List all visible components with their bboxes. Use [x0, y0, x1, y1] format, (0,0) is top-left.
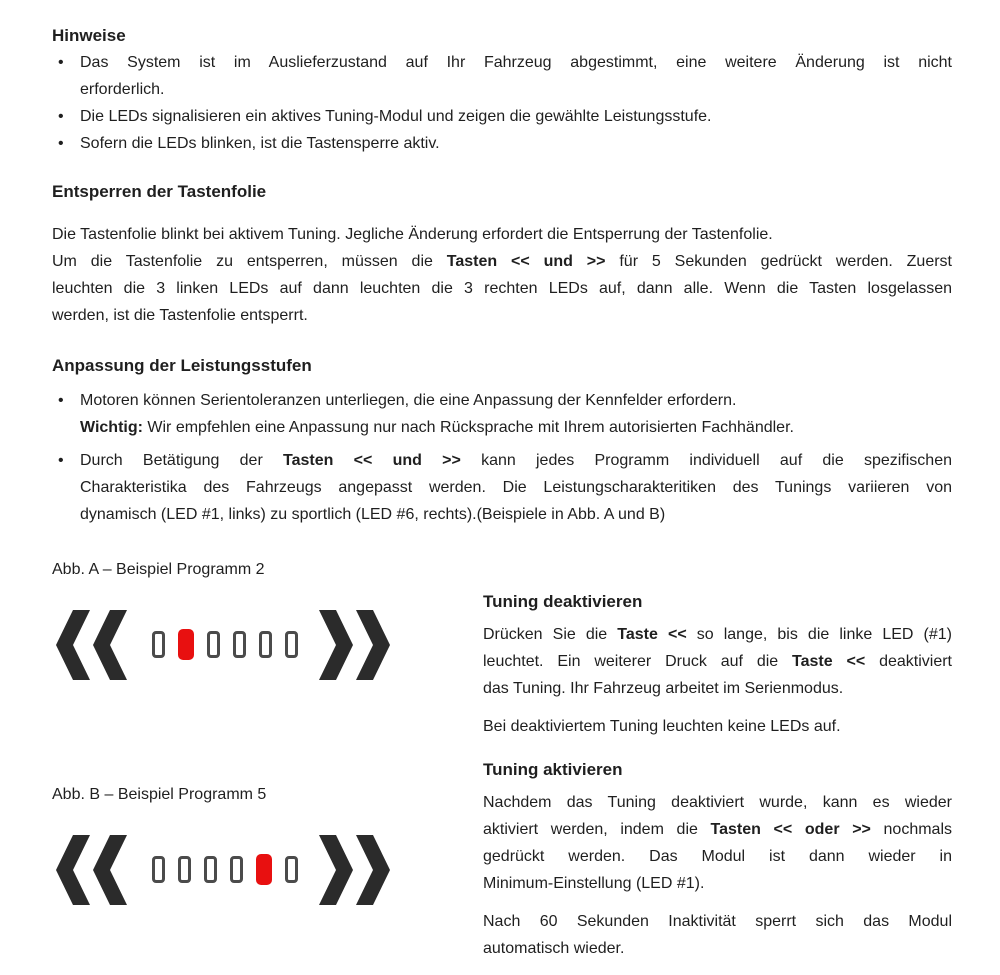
- bullet-text: [80, 447, 952, 528]
- text-line: Bei deaktiviertem Tuning leuchten keine LEDs auf.: [483, 718, 841, 735]
- led-indicator: [230, 856, 243, 883]
- figure-a-label: Abb. A – Beispiel Programm 2: [52, 561, 265, 578]
- section-title-tuning-aktivieren: Tuning aktivieren: [483, 760, 623, 779]
- paragraph: [483, 713, 952, 740]
- led-indicator: [233, 631, 246, 658]
- double-chevron-left-icon: [56, 610, 127, 680]
- text-line: aktiviert werden, indem die Tasten << oder >> nochmals: [483, 821, 953, 838]
- led-strip: [152, 629, 298, 660]
- bullet-text: [80, 49, 952, 103]
- text-line: Um die Tastenfolie zu entsperren, müssen die Tasten << und >> für 5 Sekunden gedrückt werden. Zuerst: [52, 253, 952, 270]
- text-line: Wichtig: Wir empfehlen eine Anpassung nur nach Rücksprache mit Ihrem autorisierten Fachhändler.: [80, 419, 794, 436]
- figures-area: [52, 556, 952, 962]
- text-line: das Tuning. Ihr Fahrzeug arbeitet im Serienmodus.: [483, 680, 844, 697]
- figure-b-led-display: [56, 832, 483, 907]
- bullet-icon: •: [58, 135, 64, 152]
- bullet-icon: •: [58, 108, 64, 125]
- list-item: [52, 49, 952, 103]
- bullet-text: [80, 103, 952, 130]
- led-strip: [152, 854, 298, 885]
- paragraph: [483, 789, 952, 897]
- text-line: Die Tastenfolie blinkt bei aktivem Tuning. Jegliche Änderung erfordert die Entsperrung der Tastenfolie.: [52, 226, 773, 243]
- text-line: Motoren können Serientoleranzen unterliegen, die eine Anpassung der Kennfelder erfordern.: [80, 392, 737, 409]
- bullet-text: [80, 130, 952, 157]
- list-item: [52, 130, 952, 157]
- text-line: Minimum-Einstellung (LED #1).: [483, 875, 705, 892]
- figure-b-label: Abb. B – Beispiel Programm 5: [52, 786, 267, 803]
- bullet-icon: •: [58, 452, 64, 469]
- led-indicator: [207, 631, 220, 658]
- paragraph: [483, 908, 952, 962]
- bullet-icon: •: [58, 54, 64, 71]
- hinweise-bullet-list: [52, 49, 952, 157]
- list-item: [52, 447, 952, 528]
- text-line: Charakteristika des Fahrzeugs angepasst werden. Die Leistungscharakteritiken des Tunings variieren von: [80, 479, 952, 496]
- tuning-column: [483, 588, 952, 962]
- section-hinweise: [52, 22, 952, 157]
- led-indicator: [152, 631, 165, 658]
- led-indicator-active: [178, 629, 194, 660]
- double-chevron-left-icon: [56, 835, 127, 905]
- led-indicator: [178, 856, 191, 883]
- bullet-icon: •: [58, 392, 64, 409]
- section-title-tuning-deaktivieren: Tuning deaktivieren: [483, 592, 643, 611]
- led-indicator: [204, 856, 217, 883]
- section-anpassung: [52, 352, 952, 528]
- led-indicator: [259, 631, 272, 658]
- paragraph: [52, 221, 952, 329]
- led-indicator-active: [256, 854, 272, 885]
- anpassung-bullet-list: [52, 387, 952, 528]
- section-title-anpassung: Anpassung der Leistungsstufen: [52, 356, 312, 375]
- text-line: Durch Betätigung der Tasten << und >> kann jedes Programm individuell auf die spezifischen: [80, 452, 953, 469]
- list-item: [52, 103, 952, 130]
- text-line: dynamisch (LED #1, links) zu sportlich (LED #6, rechts).(Beispiele in Abb. A und B): [80, 506, 666, 523]
- text-line: leuchten die 3 linken LEDs auf dann leuchten die 3 rechten LEDs auf, dann alle. Wenn die Tasten losgelassen: [52, 280, 952, 297]
- text-line: gedrückt werden. Das Modul ist dann wieder in: [483, 848, 952, 865]
- led-indicator: [285, 631, 298, 658]
- section-title-hinweise: Hinweise: [52, 26, 126, 45]
- text-line: Nachdem das Tuning deaktiviert wurde, kann es wieder: [483, 794, 952, 811]
- text-line: Das System ist im Auslieferzustand auf Ihr Fahrzeug abgestimmt, eine weitere Änderung ist nicht: [80, 54, 952, 71]
- figure-a-led-display: [56, 607, 483, 682]
- led-indicator: [152, 856, 165, 883]
- section-title-entsperren: Entsperren der Tastenfolie: [52, 182, 267, 201]
- led-indicator: [285, 856, 298, 883]
- text-line: leuchtet. Ein weiterer Druck auf die Taste << deaktiviert: [483, 653, 952, 670]
- text-line: erforderlich.: [80, 81, 165, 98]
- double-chevron-right-icon: [319, 610, 390, 680]
- text-line: Drücken Sie die Taste << so lange, bis die linke LED (#1): [483, 626, 952, 643]
- figures-column: [52, 556, 483, 962]
- list-item: [52, 387, 952, 441]
- text-line: automatisch wieder.: [483, 940, 625, 957]
- section-entsperren: [52, 178, 952, 329]
- double-chevron-right-icon: [319, 835, 390, 905]
- text-line: werden, ist die Tastenfolie entsperrt.: [52, 307, 308, 324]
- bullet-text: [80, 387, 952, 441]
- text-line: Die LEDs signalisieren ein aktives Tuning-Modul und zeigen die gewählte Leistungsstufe.: [80, 108, 712, 125]
- text-line: Sofern die LEDs blinken, ist die Tastensperre aktiv.: [80, 135, 440, 152]
- text-line: Nach 60 Sekunden Inaktivität sperrt sich das Modul: [483, 913, 952, 930]
- paragraph: [483, 621, 952, 702]
